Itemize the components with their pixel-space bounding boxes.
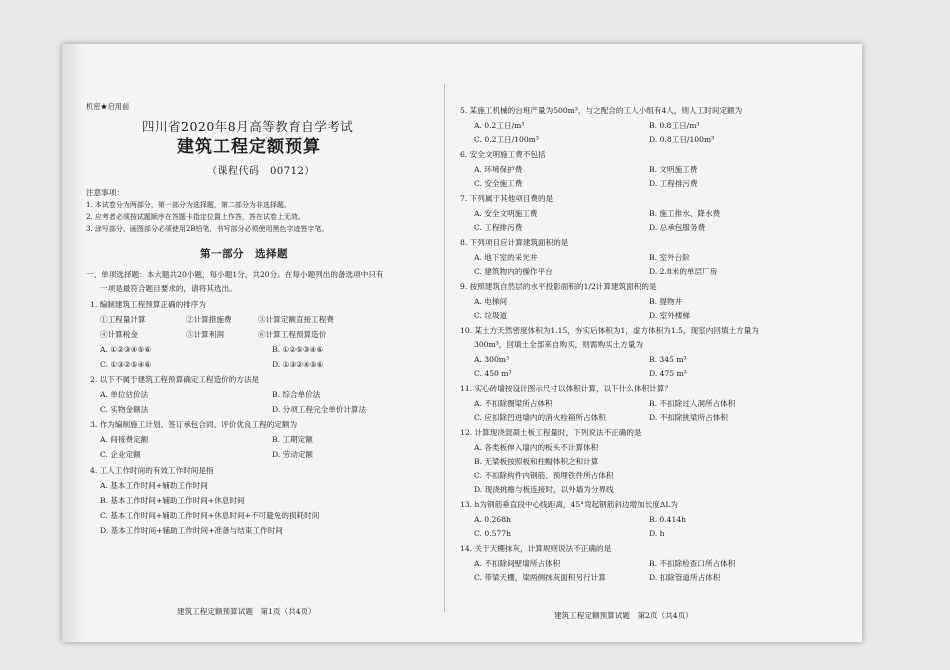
q10-option-a: A. 300m³	[474, 355, 510, 364]
q5-option-d: D. 0.8工日/100m³	[649, 135, 715, 144]
q7-option-c: C. 工程排污费	[474, 223, 523, 232]
q4-option-a: A. 基本工作时间+辅助工作时间	[100, 481, 208, 490]
page-1-footer: 建筑工程定额预算试题 第1页（共4页）	[177, 607, 316, 616]
question-10-stem: 10. 某土方天然密度体积为1.15，夯实后体积为1，虚方体积为1.5，现室内回填土方量为	[460, 326, 759, 335]
q11-option-c: C. 应扣除凹进墙内的消火栓箱所占体积	[474, 413, 606, 422]
q1-option-d: D. ①③②④⑤⑥	[272, 360, 324, 369]
q14-option-a: A. 不扣除间壁墙所占体积	[474, 559, 561, 568]
course-code: （课程代码 00712）	[207, 166, 315, 177]
q7-option-d: D. 总承包服务费	[649, 223, 706, 232]
q5-option-b: B. 0.8工日/m³	[649, 121, 700, 130]
question-11-stem: 11. 实心砖墙按设计图示尺寸以体积计算，以下什么体积计算？	[460, 384, 672, 393]
q8-option-a: A. 地下室的采光井	[474, 253, 538, 262]
q9-option-b: B. 提物井	[649, 297, 683, 306]
q6-option-c: C. 安全施工费	[474, 179, 523, 188]
q1-item: ②计算措施费	[186, 315, 232, 324]
q1-item: ①工程量计算	[100, 315, 146, 324]
question-7-stem: 7. 下列属于其他项目费的是	[460, 194, 554, 203]
section-instructions: 一、单项选择题：本大题共20小题，每小题1分，共20分。在每小题列出的备选项中只有	[86, 270, 384, 279]
q1-option-c: C. ①③②⑤④⑥	[100, 360, 152, 369]
q13-option-a: A. 0.268h	[474, 515, 511, 524]
q10-option-c: C. 450 m³	[474, 369, 512, 378]
question-10-stem-cont: 300m³，回填土全部来自购买，则需购买土方量为	[474, 340, 644, 349]
notice-item: 2. 应考者必须按试题顺序在答题卡指定位置上作答，答在试卷上无效。	[86, 213, 305, 221]
q11-option-a: A. 不扣除圈梁所占体积	[474, 399, 553, 408]
confidential-label: 机密★启用前	[86, 102, 130, 111]
section-instructions: 一项是最符合题目要求的，请将其选出。	[100, 284, 237, 293]
q8-option-b: B. 室外台阶	[649, 253, 690, 262]
q13-option-c: C. 0.577h	[474, 529, 511, 538]
question-4-stem: 4. 工人工作时间的有效工作时间是指	[90, 466, 214, 475]
q13-option-d: D. h	[649, 529, 665, 538]
q2-option-d: D. 分项工程完全单价计算法	[272, 405, 367, 414]
q1-item: ③计算定额直接工程费	[258, 315, 334, 324]
q1-option-b: B. ①②⑤③④⑥	[272, 345, 324, 354]
question-1-stem: 1. 编制建筑工程预算正确的排序为	[90, 300, 206, 309]
question-3-stem: 3. 作为编制施工计划、签订承包合同、评价优良工程的定额为	[90, 420, 298, 429]
q1-item: ⑤计算利润	[186, 330, 224, 339]
page-1	[62, 44, 444, 642]
q4-option-c: C. 基本工作时间+辅助工作时间+休息时间+不可避免的损耗时间	[100, 511, 320, 520]
exam-paper-spread	[62, 44, 862, 642]
q12-option-d: D. 现浇挑檐与板连接时，以外墙为分界线	[474, 485, 614, 494]
q14-option-c: C. 带梁天棚，梁两侧抹灰面积另行计算	[474, 573, 606, 582]
question-5-stem: 5. 某施工机械的台班产量为500m³，与之配合的工人小组有4人，则人工时间定额为	[460, 106, 743, 115]
question-13-stem: 13. h为钢筋垂直段中心线距离，45°弯起钢筋斜边增加长度ΔL为	[460, 500, 679, 509]
q2-option-a: A. 单位估价法	[100, 390, 149, 399]
question-9-stem: 9. 按照建筑自然层的水平投影面积的1/2计算建筑面积的是	[460, 282, 657, 291]
q9-option-d: D. 室外楼梯	[649, 311, 691, 320]
question-6-stem: 6. 安全文明施工费不包括	[460, 150, 546, 159]
q3-option-a: A. 间接费定额	[100, 435, 149, 444]
question-14-stem: 14. 关于天棚抹灰，计算规则说法不正确的是	[460, 544, 612, 553]
q5-option-a: A. 0.2工日/m³	[474, 121, 525, 130]
q6-option-a: A. 环境保护费	[474, 165, 523, 174]
q12-option-c: C. 不扣除构件内钢筋、预埋铁件所占体积	[474, 471, 614, 480]
part-title: 第一部分 选择题	[200, 248, 288, 260]
q4-option-b: B. 基本工作时间+辅助工作时间+休息时间	[100, 496, 245, 505]
exam-title: 四川省2020年8月高等教育自学考试	[142, 119, 354, 134]
q3-option-b: B. 工期定额	[272, 435, 313, 444]
q2-option-c: C. 实物金额法	[100, 405, 149, 414]
question-2-stem: 2. 以下不属于建筑工程预算确定工程造价的方法是	[90, 375, 260, 384]
q9-option-a: A. 电梯间	[474, 297, 508, 306]
subject-title: 建筑工程定额预算	[177, 137, 321, 157]
q1-item: ④计算税金	[100, 330, 138, 339]
q8-option-d: D. 2.8米的单层厂房	[649, 267, 718, 276]
q10-option-d: D. 475 m³	[649, 369, 687, 378]
page-2	[444, 44, 862, 642]
q3-option-c: C. 企业定额	[100, 450, 141, 459]
q2-option-b: B. 综合单价法	[272, 390, 321, 399]
q12-option-a: A. 各类板伸入墙内的板头不计算体积	[474, 443, 599, 452]
question-8-stem: 8. 下列项目应计算建筑面积的是	[460, 238, 569, 247]
q11-option-b: B. 不扣除过人洞所占体积	[649, 399, 736, 408]
q5-option-c: C. 0.2工日/100m³	[474, 135, 539, 144]
q6-option-b: B. 文明施工费	[649, 165, 698, 174]
q3-option-d: D. 劳动定额	[272, 450, 314, 459]
q7-option-b: B. 施工排水、降水费	[649, 209, 721, 218]
q14-option-d: D. 扣除管道所占体积	[649, 573, 721, 582]
notice-item: 3. 涂写部分、画图部分必须使用2B铅笔，书写部分必须使用黑色字迹签字笔。	[86, 225, 329, 233]
q14-option-b: B. 不扣除检查口所占体积	[649, 559, 736, 568]
q11-option-d: D. 不扣除挑梁所占体积	[649, 413, 728, 422]
q9-option-c: C. 垃圾道	[474, 311, 508, 320]
q4-option-d: D. 基本工作时间+辅助工作时间+准备与结束工作时间	[100, 526, 283, 535]
q1-item: ⑥计算工程预算造价	[258, 330, 327, 339]
q6-option-d: D. 工程排污费	[649, 179, 698, 188]
q1-option-a: A. ①②③④⑤⑥	[100, 345, 152, 354]
q13-option-b: B. 0.414h	[649, 515, 687, 524]
q7-option-a: A. 安全文明施工费	[474, 209, 538, 218]
notice-heading: 注意事项：	[86, 188, 124, 197]
notice-item: 1. 本试卷分为两部分，第一部分为选择题，第二部分为非选择题。	[86, 201, 291, 209]
question-12-stem: 12. 计算现浇混凝土板工程量时，下列说法不正确的是	[460, 428, 642, 437]
q8-option-c: C. 建筑物内的操作平台	[474, 267, 553, 276]
q10-option-b: B. 345 m³	[649, 355, 687, 364]
q12-option-b: B. 无梁板按照板和柱帽体积之和计算	[474, 457, 599, 466]
page-2-footer: 建筑工程定额预算试题 第2页（共4页）	[554, 611, 693, 620]
